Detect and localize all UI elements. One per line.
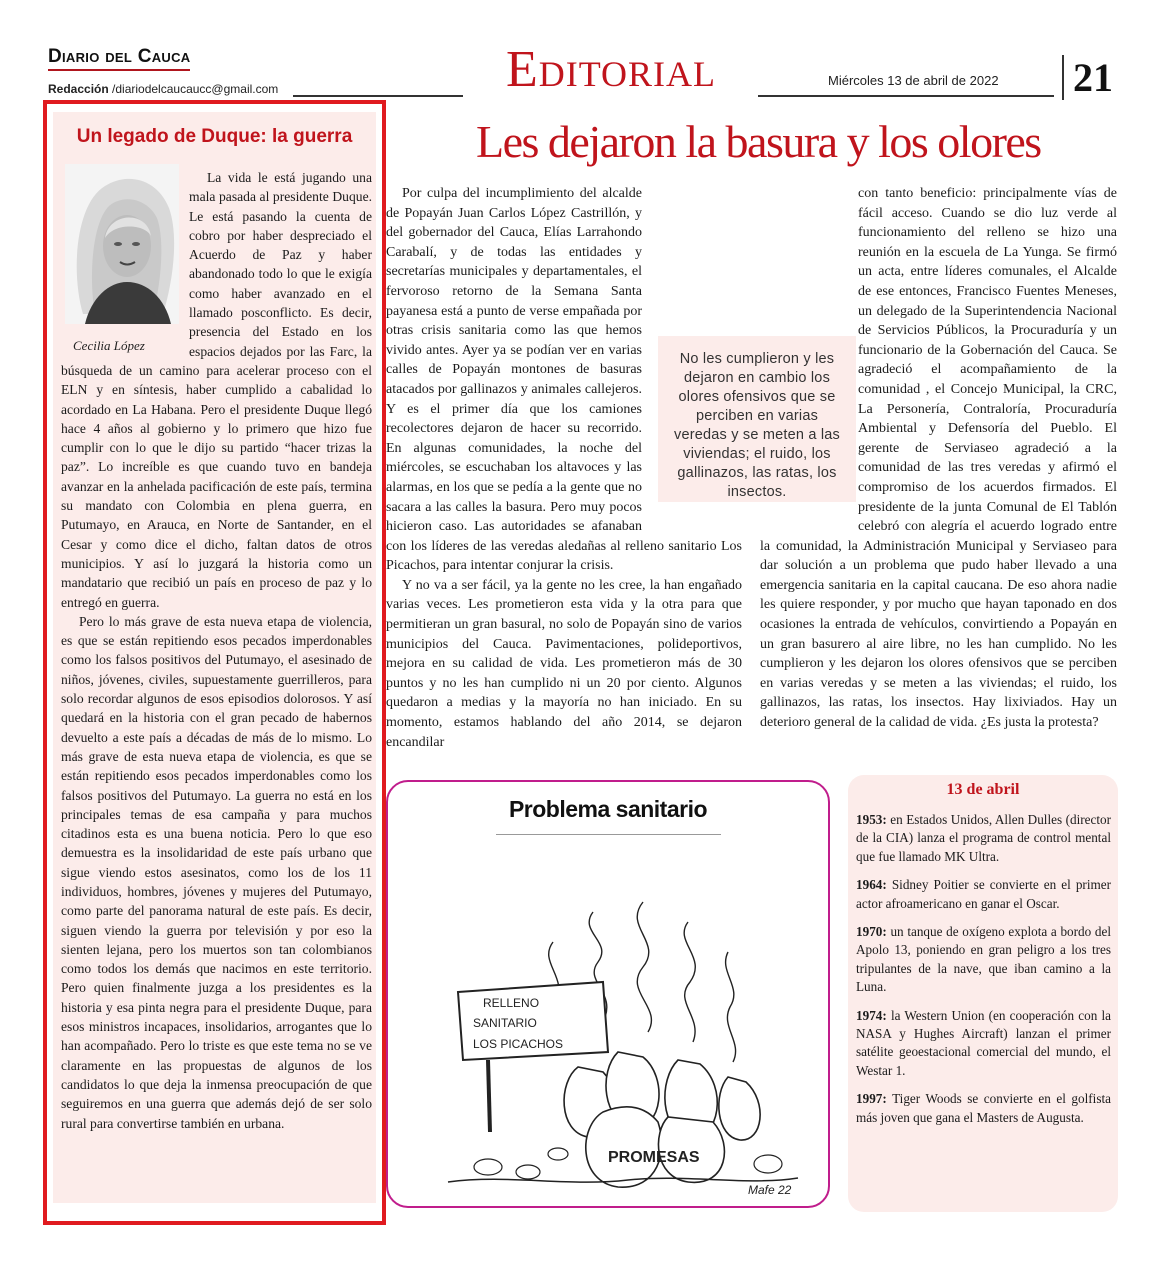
pull-quote: No les cumplieron y les dejaron en cambio los olores ofensivos que se perciben en varias veredas y se meten a las viviendas; el ruido, los gallinazos, las ratas, los insectos. bbox=[658, 336, 856, 502]
sign-line-1: RELLENO bbox=[483, 996, 540, 1010]
event-text: en Estados Unidos, Allen Dulles (director de la CIA) lanza el programa de control mental que fue llamado MK Ultra. bbox=[856, 812, 1111, 864]
page-number-divider bbox=[1062, 55, 1064, 100]
cartoon-panel bbox=[386, 780, 830, 1208]
on-this-day-box bbox=[848, 775, 1118, 1212]
cartoonist-signature: Mafe 22 bbox=[748, 1183, 792, 1197]
editorial-headline: Les dejaron la basura y los olores bbox=[476, 116, 1041, 167]
redaccion-email: /diariodelcaucaucc@gmail.com bbox=[108, 82, 279, 96]
opinion-column-background bbox=[53, 112, 376, 1203]
list-item bbox=[856, 1090, 1111, 1127]
cartoon-drawing bbox=[428, 882, 808, 1202]
editorial-paragraph: Por culpa del incumplimiento del alcalde de Popayán Juan Carlos López Castrillón, y del gobernador del Cauca, Elías Larrahondo Carabalí, y de todas las entidades y secretarías municipales y departamentales, el fervoroso retorno de la Semana Santa payanesa está a punto de verse empañada por otras crisis sanitaria como las que hemos vivido antes. Ayer ya se podían ver en varias calles de Popayán montones de basuras atacados por gallinazos y animales callejeros. Y es el primer día que los camiones recolectores dejaron de hacer su recorrido. En algunas comunidades, la noche del miércoles, se escuchaban los altavoces y las alarmas, en los que se pedía a la gente que no sacara a las calles la basura. Pero muy pocos hicieron caso. Las autoridades se afanaban con los líderes de las veredas aledañas al relleno sanitario Los Picachos, para intentar conjurar la crisis. bbox=[386, 186, 742, 574]
event-year: 1974: bbox=[856, 1007, 887, 1023]
author-caption: Cecilia López bbox=[73, 338, 145, 353]
on-this-day-title: 13 de abril bbox=[946, 781, 1020, 798]
redaccion-label: Redacción bbox=[48, 82, 109, 96]
event-year: 1953: bbox=[856, 812, 887, 827]
opinion-column bbox=[43, 100, 386, 1225]
portrait-text-wrap bbox=[61, 168, 189, 348]
column-paragraph: La vida le está jugando una mala pasada al presidente Duque. Le está pasando la cuenta de cobro por haber despreciado el Acuerdo de Paz y haber abandonado todo lo que le exigía como haber avanzado en el llamado posconflicto. Es decir, presencia del Estado en los espacios dejados por las Farc, la búsqueda de un camino para acelerar proceso con el ELN y en síntesis, haber cumplido a cabalidad lo acordado en La Habana. Pero el presidente Duque llegó hace 4 años al gobierno y lo primero que hizo fue cumplir con lo que le dijo su partido “hacer trizas la paz”. Lo increíble es que cuando tuvo en bandeja avanzar en la anhelada pacificación de este país, termina su mandato con Colombia en plena guerra, en Putumayo, en Arauca, en Norte de Santander, en el Cesar y como dice el dicho, faltan datos de otros municipios. Y así lo juzgará la historia como un mandatario que recibió un país en proceso de paz y lo entregó en guerra. bbox=[61, 170, 372, 610]
list-item bbox=[856, 1007, 1111, 1081]
editorial-paragraph: Y no va a ser fácil, ya la gente no les cree, la han engañado varias veces. Les prometieron esta vida y la otra para que permitieran un gran basural, no solo de Popayán sino de varios municipios del Cauca. Pavimentaciones, polideportivos, mejora en su calidad de vida. Les prometieron más de 30 puntos y no les han cumplido ni un 20 por ciento. Algunos quedaron a medias y la mayoría no han iniciado. En su momento, estamos hablando del año 2014, se dejaron encandilar bbox=[386, 577, 742, 750]
sign-line-2: SANITARIO bbox=[473, 1016, 537, 1030]
event-year: 1964: bbox=[856, 877, 887, 893]
editorial-paragraph: con tanto beneficio: principalmente vías de fácil acceso. Cuando se dio luz verde al funcionamiento del relleno se hizo una reunión en la escuela de La Yunga. Se firmó un acta, entre líderes comunales, el Alcalde de ese entonces, Francisco Fuentes Meneses, un delegado de la Superintendencia Nacional de Servicios Públicos, la Procuraduría y un funcionario de la Gobernación del Cauca. Se agradeció el acompañamiento de la comunidad , el Concejo Municipal, la CRC, La Personería, Contraloría, Procuraduría Ambiental y Defensoría del Pueblo. El gerente de Serviaseo agradeció a la comunidad de las tres veredas y afirmó el compromiso de los acuerdos firmados. El presidente de la junta Comunal de El Tablón celebró con alegría el acuerdo logrado entre la comunidad, la Administración Municipal y Serviaseo para dar solución a un problema que pudo haber llevado a una emergencia sanitaria en la capital caucana. De eso ahora nadie les quiere responder, y por mucho que hayan taponado en dos ocasiones la entrada de vehículos, convirtiendo a Popayán en un gran basurero al aire libre, no les han cumplido. No les cumplieron y les dejaron los olores ofensivos que se perciben en varias veredas y se meten a las viviendas; el ruido, los gallinazos, las ratas, los insectos. Hay lixiviados. Hay un deterioro general de la calidad de vida. ¿Es justa la protesta? bbox=[760, 186, 1117, 731]
event-text: la Western Union (en cooperación con la NASA y Hughes Aircraft) lanzan el primer satélite geoestacional comercial del mundo, el Westar 1. bbox=[856, 1007, 1111, 1078]
event-year: 1970: bbox=[856, 924, 887, 940]
event-text: un tanque de oxígeno explota a bordo del Apolo 13, poniendo en gran peligro a los tres tripulantes de la nave, que iban camino a la Luna. bbox=[856, 924, 1111, 995]
section-title: Editorial bbox=[505, 41, 717, 98]
event-year: 1997: bbox=[856, 1091, 887, 1107]
cartoon-title-rule bbox=[496, 834, 721, 835]
column-body bbox=[61, 168, 372, 1133]
issue-date: Miércoles 13 de abril de 2022 bbox=[828, 73, 999, 88]
event-text: Sidney Poitier se convierte en el primer actor afroamericano en ganar el Oscar. bbox=[856, 877, 1111, 911]
page-number: 21 bbox=[1073, 55, 1113, 100]
paper-name: Diario del Cauca bbox=[48, 46, 190, 71]
on-this-day-list bbox=[856, 811, 1111, 1137]
list-item bbox=[856, 811, 1111, 866]
column-paragraph: Pero lo más grave de esta nueva etapa de violencia, es que se están repitiendo esos pecados imperdonables como los falsos positivos del Putumayo, el asesinado de niños, jóvenes, civiles, supuestamente guerrilleros, para solo recordar algunos de esos episodios dolorosos. Y así quedará en la historia con el gran pecado de habernos devuelto a este país a décadas de más de lo mismo. Lo más grave de esta nueva etapa de violencia, es que se están repitiendo esos pecados imperdonables como los falsos positivos del Putumayo. La guerra no está en los principales temas de esa campaña y para muchos citadinos esta es una buena noticia. Pero lo que eso demuestra es la insolidaridad de este país urbano que sigue viendo estos asesinatos, como los de los 11 individuos, hombres, jóvenes y mujeres del Putumayo, como parte del panorama natural de este país. Es decir, siguen viendo la guerra por televisión y por eso la sienten lejana, pero los muertos son tan colombianos como todos los demás que nacimos en este territorio. Pero quien finalmente juzga a los presidentes es la historia y esa pinta negra para el presidente Duque, para esos ministros incapaces, insolidarios, arrogantes que lo han acompañado. Pero lo triste es que este tema no se ve claramente en las propuestas de algunos de los candidatos lo que deja la inmensa preocupación de que seguiremos en una guerra que además dejó de ser solo rural para convertirse también en urbana. bbox=[61, 613, 372, 1131]
redaccion-line bbox=[48, 82, 278, 96]
list-item bbox=[856, 876, 1111, 913]
masthead-rule-left bbox=[293, 95, 463, 97]
bag-text: PROMESAS bbox=[608, 1149, 700, 1166]
masthead-rule-right bbox=[758, 95, 1054, 97]
garbage-bags-icon bbox=[564, 1052, 760, 1187]
list-item bbox=[856, 923, 1111, 997]
event-text: Tiger Woods se convierte en el golfista más joven que gana el Masters de Augusta. bbox=[856, 1091, 1111, 1125]
cartoon-title: Problema sanitario bbox=[508, 796, 708, 822]
sign-line-3: LOS PICACHOS bbox=[473, 1037, 564, 1051]
column-title: Un legado de Duque: la guerra bbox=[76, 126, 353, 147]
masthead-logo bbox=[48, 46, 190, 71]
